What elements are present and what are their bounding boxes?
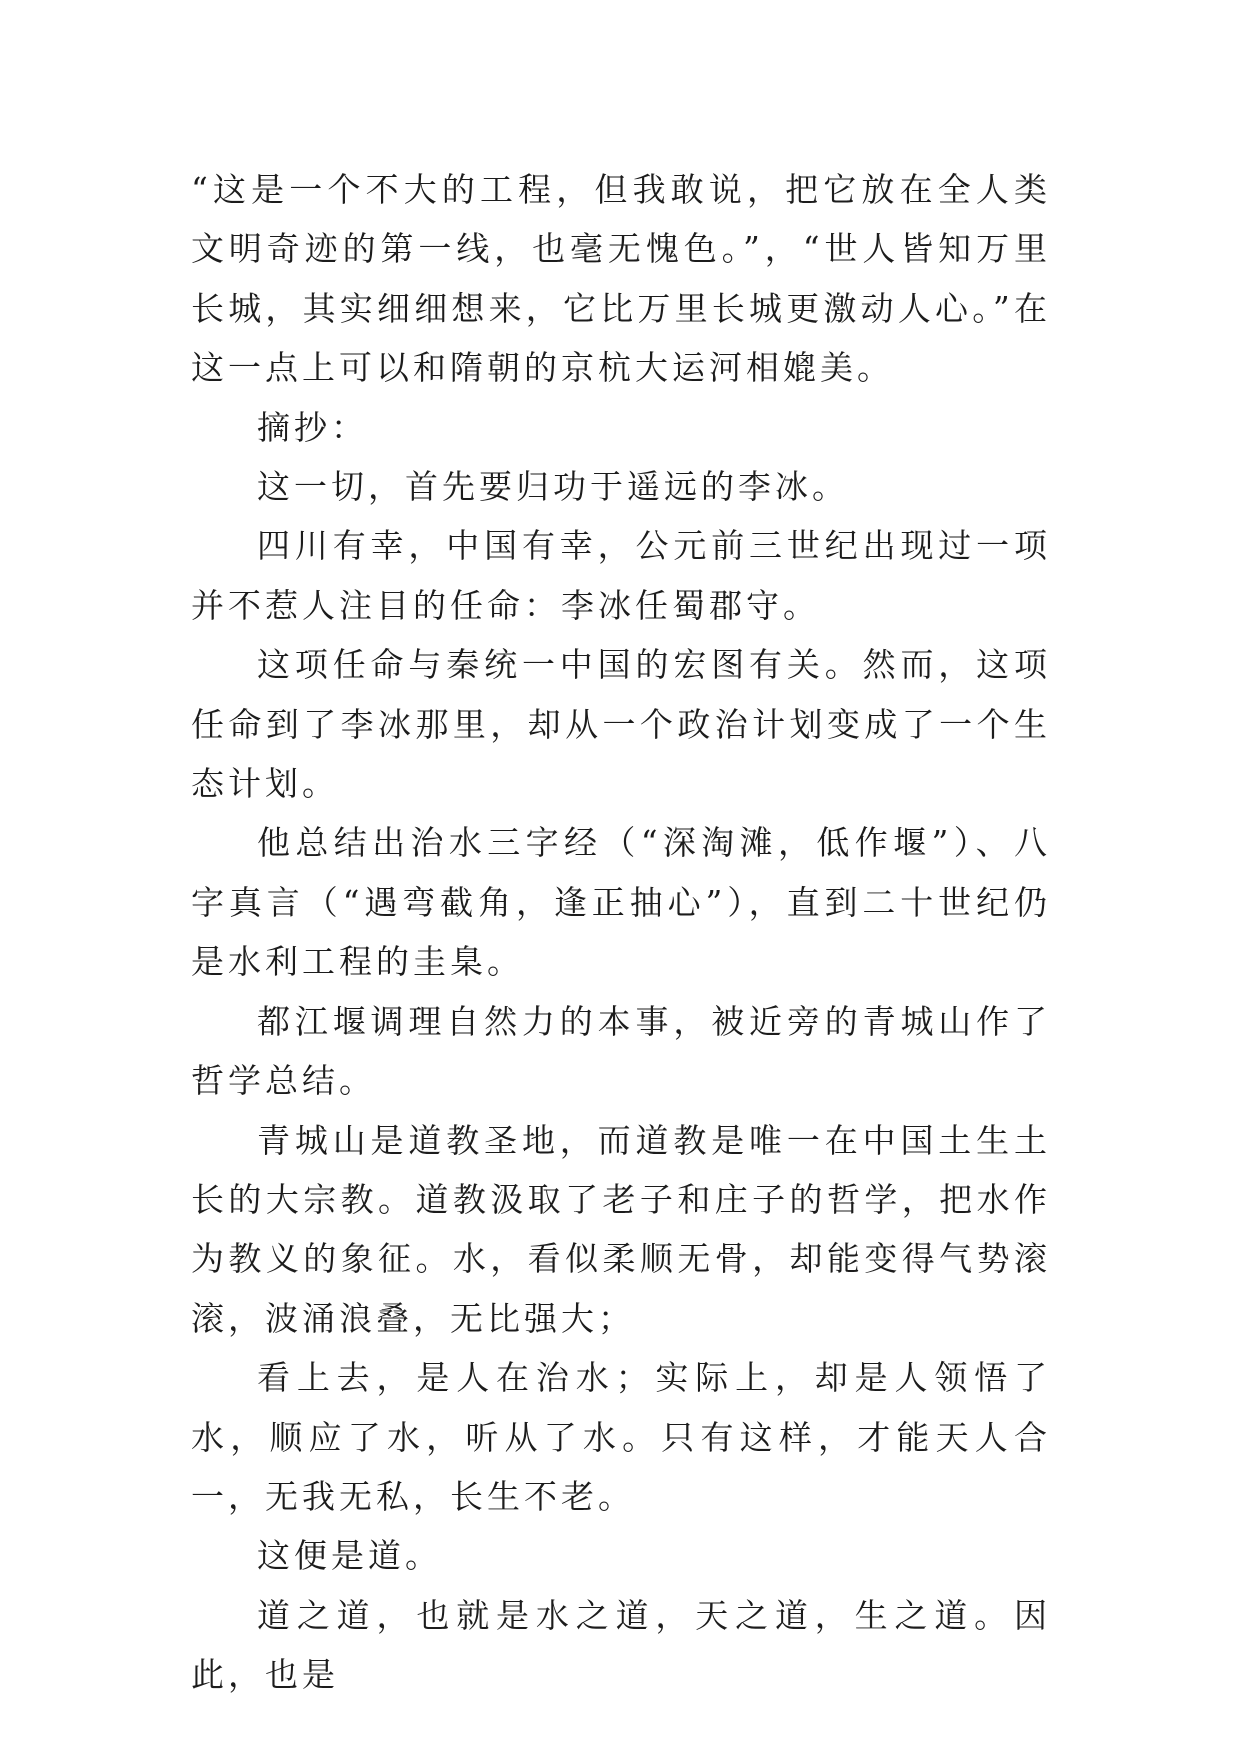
- paragraph-11: 道之道，也就是水之道，天之道，生之道。因此，也是: [191, 1595, 1051, 1695]
- paragraph-2: 摘抄：: [257, 407, 368, 447]
- paragraph-4: 四川有幸，中国有幸，公元前三世纪出现过一项并不惹人注目的任命：李冰任蜀郡守。: [191, 526, 1051, 625]
- paragraph-8: 青城山是道教圣地，而道教是唯一在中国土生土长的大宗教。道教汲取了老子和庄子的哲学，把水作为教义的象征。水，看似柔顺无骨，却能变得气势滚滚，波涌浪叠，无比强大；: [191, 1120, 1051, 1338]
- paragraph-3: 这一切，首先要归功于遥远的李冰。: [257, 467, 849, 507]
- paragraph-10: 这便是道。: [257, 1536, 442, 1576]
- paragraph-9: 看上去，是人在治水；实际上，却是人领悟了水，顺应了水，听从了水。只有这样，才能天人合一，无我无私，长生不老。: [191, 1358, 1051, 1516]
- paragraph-5: 这项任命与秦统一中国的宏图有关。然而，这项任命到了李冰那里，却从一个政治计划变成了一个生态计划。: [191, 645, 1051, 804]
- paragraph-6: 他总结出治水三字经（“深淘滩，低作堰”）、八字真言（“遇弯截角，逢正抽心”），直到二十世纪仍是水利工程的圭臬。: [191, 823, 1051, 982]
- paragraph-7: 都江堰调理自然力的本事，被近旁的青城山作了哲学总结。: [191, 1001, 1051, 1101]
- paragraph-1: “这是一个不大的工程，但我敢说，把它放在全人类文明奇迹的第一线，也毫无愧色。”，“世人皆知万里长城，其实细细想来，它比万里长城更激动人心。”在这一点上可以和隋朝的京杭大运河相媲美。: [191, 170, 1051, 388]
- document-body: [191, 160, 1051, 1705]
